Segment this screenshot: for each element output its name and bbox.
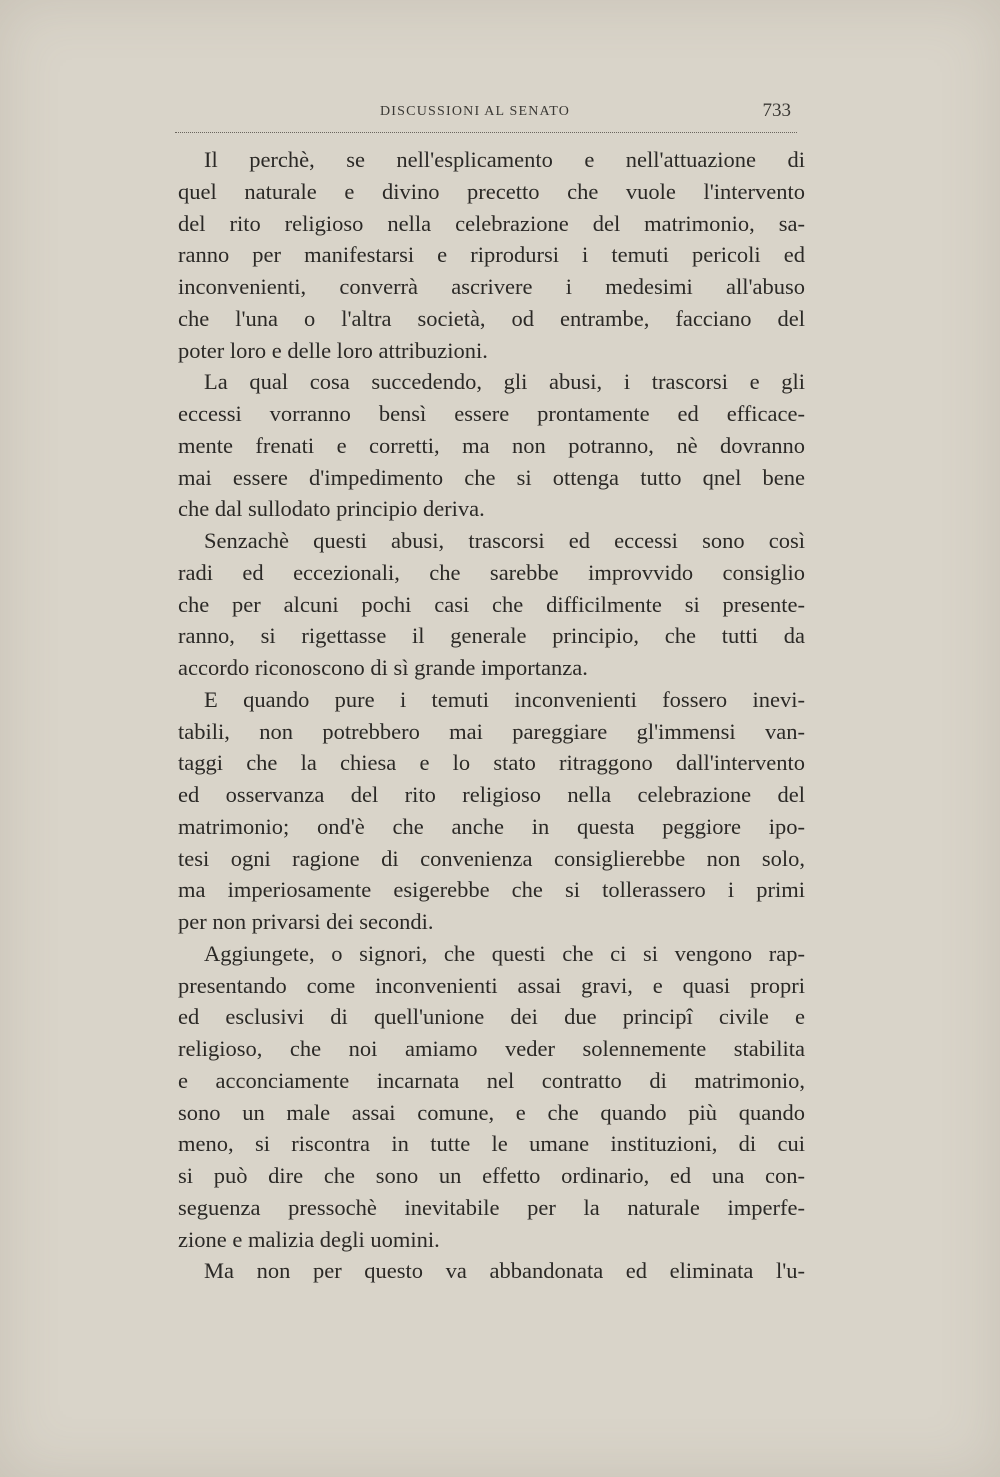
text-line: mai essere d'impedimento che si ottenga tutto qnel bene	[178, 464, 805, 490]
text-line: eccessi vorranno bensì essere prontamente ed efficace-	[178, 401, 805, 426]
text-line: E quando pure i temuti inconvenienti fossero inevi-	[204, 686, 805, 712]
text-line: quel naturale e divino precetto che vuole l'intervento	[178, 178, 805, 204]
text-line: meno, si riscontra in tutte le umane instituzioni, di cui	[178, 1131, 805, 1157]
text-line: sono un male assai comune, e che quando più quando	[178, 1099, 805, 1125]
text-line: ma imperiosamente esigerebbe che si tollerassero i primi	[178, 877, 805, 903]
text-line: zione e malizia degli uomini.	[178, 1226, 440, 1252]
text-line: Ma non per questo va abbandonata ed eliminata l'u-	[204, 1258, 805, 1284]
text-line: che per alcuni pochi casi che difficilmente si presente-	[178, 591, 805, 617]
text-line: ranno per manifestarsi e riprodursi i temuti pericoli ed	[178, 242, 805, 268]
text-line: ed osservanza del rito religioso nella celebrazione del	[178, 782, 805, 807]
text-line: ranno, si rigettasse il generale principio, che tutti da	[178, 623, 805, 649]
text-line: mente frenati e corretti, ma non potranno, nè dovranno	[178, 432, 805, 458]
running-head	[175, 100, 795, 128]
text-line: si può dire che sono un effetto ordinario, ed una con-	[178, 1163, 805, 1188]
page-number: 733	[762, 100, 791, 121]
text-line: ed esclusivi di quell'unione dei due principî civile e	[178, 1004, 805, 1030]
running-title: DISCUSSIONI AL SENATO	[380, 104, 571, 119]
text-line: Senzachè questi abusi, trascorsi ed eccessi sono così	[204, 528, 805, 553]
body-text	[178, 144, 805, 1287]
text-line: Aggiungete, o signori, che questi che ci si vengono rap-	[204, 940, 805, 966]
text-line: inconvenienti, converrà ascrivere i medesimi all'abuso	[178, 274, 805, 299]
header-dotted-rule	[175, 132, 797, 133]
text-line: che l'una o l'altra società, od entrambe, facciano del	[178, 305, 805, 331]
text-line: religioso, che noi amiamo veder solennemente stabilita	[178, 1036, 805, 1061]
text-line: tesi ogni ragione di convenienza consiglierebbe non solo,	[178, 845, 805, 871]
text-line: accordo riconoscono di sì grande importanza.	[178, 655, 588, 680]
text-line: poter loro e delle loro attribuzioni.	[178, 337, 488, 363]
text-line: e acconciamente incarnata nel contratto di matrimonio,	[178, 1067, 805, 1093]
text-line: del rito religioso nella celebrazione del matrimonio, sa-	[178, 210, 805, 236]
text-line: matrimonio; ond'è che anche in questa peggiore ipo-	[178, 813, 805, 839]
text-line: La qual cosa succedendo, gli abusi, i trascorsi e gli	[204, 369, 805, 395]
text-line: per non privarsi dei secondi.	[178, 909, 434, 934]
text-line: taggi che la chiesa e lo stato ritraggono dall'intervento	[178, 750, 805, 776]
text-line: Il perchè, se nell'esplicamento e nell'attuazione di	[204, 147, 805, 172]
text-line: tabili, non potrebbero mai pareggiare gl'immensi van-	[178, 718, 805, 744]
text-line: radi ed eccezionali, che sarebbe improvvido consiglio	[178, 559, 805, 585]
text-line: presentando come inconvenienti assai gravi, e quasi propri	[178, 972, 805, 998]
text-line: seguenza pressochè inevitabile per la naturale imperfe-	[178, 1194, 805, 1220]
text-line: che dal sullodato principio deriva.	[178, 496, 485, 522]
